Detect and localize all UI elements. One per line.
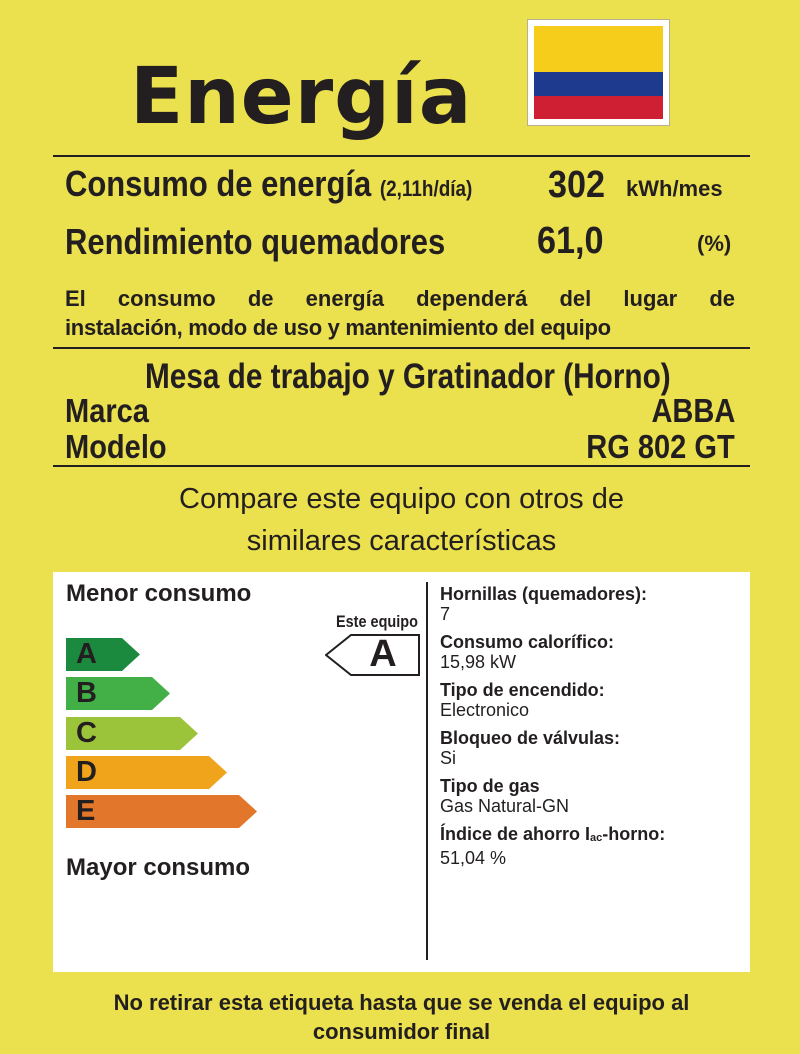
page-title: Energía [130,52,473,142]
modelo-value: RG 802 GT [586,428,735,465]
spec-tipo-gas: Tipo de gas Gas Natural-GN [440,776,570,816]
mayor-consumo-label: Mayor consumo [66,854,251,881]
energy-rating-panel: Menor consumo A B C D E Mayor consumo Este equipo A Hornillas (quemadores): 7 Consumo calorífico: 15,98 kW Tipo de encendido: Electronico Bloqueo de válvulas: Si Tipo de gas Gas Natural-GN Índice de ahorro $I_{ac}$-horno: 51,04 % [53,572,750,972]
divider [53,347,750,349]
consumo-value: 302 [548,164,606,206]
marca-label: Marca [65,392,149,429]
flag-red-band [534,96,663,119]
divider [53,155,750,157]
spec-hornillas: Hornillas (quemadores): 7 [440,584,648,624]
flag-yellow-band [534,26,663,72]
spec-bloqueo-valvulas: Bloqueo de válvulas: Si [440,728,621,768]
este-equipo-rating: A [369,633,397,675]
consumo-label: Consumo de energía (2,11h/día) [65,163,473,204]
consumo-unit: kWh/mes [626,176,723,201]
spec-tipo-encendido: Tipo de encendido: Electronico [440,680,605,720]
marca-value: ABBA [651,392,735,429]
rendimiento-value: 61,0 [537,220,604,262]
specs-list [440,584,740,876]
modelo-label: Modelo [65,428,167,465]
colombia-flag [527,19,670,126]
compare-text: Compare este equipo con otros de similares características [179,483,624,557]
consumo-hours: (2,11h/día) [379,176,473,201]
spec-consumo-calorifico: Consumo calorífico: 15,98 kW [440,632,615,672]
menor-consumo-label: Menor consumo [66,580,252,607]
rendimiento-label: Rendimiento quemadores [65,221,446,262]
consumption-note: El consumo de energía dependerá del lugar de instalación, modo de uso y mantenimiento del equipo [65,286,735,340]
divider [53,465,750,467]
panel-divider [426,582,428,960]
footer-notice: No retirar esta etiqueta hasta que se venda el equipo al consumidor final [113,990,690,1044]
product-name: Mesa de trabajo y Gratinador (Horno) [145,357,671,396]
este-equipo-label: Este equipo [336,612,418,631]
spec-indice-ahorro: Índice de ahorro $I_{ac}$-horno: 51,04 % [440,824,666,868]
rendimiento-unit: (%) [697,231,732,256]
flag-blue-band [534,72,663,96]
